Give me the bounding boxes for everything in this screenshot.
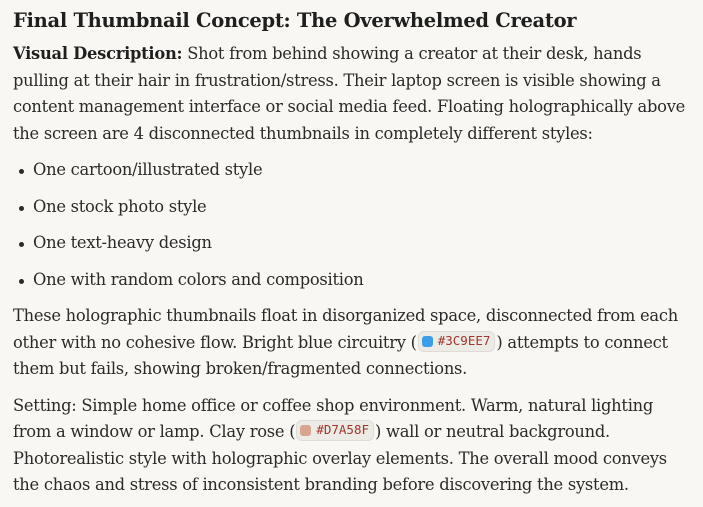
color-swatch-icon: [422, 336, 433, 347]
color-chip-rose: [296, 420, 374, 441]
visual-description-paragraph: [13, 41, 691, 147]
holographic-text-before: These holographic thumbnails float in disorganized space, disconnected from each other with no cohesive flow. Bright blue circuitry (: [13, 306, 678, 352]
color-swatch-icon: [300, 425, 311, 436]
list-item: One stock photo style: [33, 194, 691, 221]
setting-text-after: ) wall or neutral background. Photorealistic style with holographic overlay elements. The overall mood conveys the chaos and stress of inconsistent branding before discovering the system.: [13, 422, 667, 494]
page-title: Final Thumbnail Concept: The Overwhelmed Creator: [13, 9, 577, 32]
visual-description-text: Shot from behind showing a creator at their desk, hands pulling at their hair in frustration/stress. Their laptop screen is visible showing a content management interface or social media feed. Floating holographically above the screen are 4 disconnected thumbnails in completely different styles:: [13, 44, 686, 143]
visual-description-label: Visual Description:: [13, 44, 183, 63]
holographic-text-after: ) attempts to connect them but fails, showing broken/fragmented connections.: [13, 332, 668, 378]
color-chip-blue: [418, 331, 496, 352]
thumbnail-style-list: [13, 157, 691, 293]
holographic-paragraph: [13, 303, 691, 383]
list-item: One with random colors and composition: [33, 267, 691, 294]
list-item: One cartoon/illustrated style: [33, 157, 691, 184]
setting-text-before: Setting: Simple home office or coffee shop environment. Warm, natural lighting from a window or lamp. Clay rose (: [13, 395, 654, 441]
color-code: #3C9EE7: [437, 332, 491, 348]
color-code: #D7A58F: [316, 422, 369, 438]
setting-paragraph: [13, 393, 691, 499]
list-item: One text-heavy design: [33, 230, 691, 257]
